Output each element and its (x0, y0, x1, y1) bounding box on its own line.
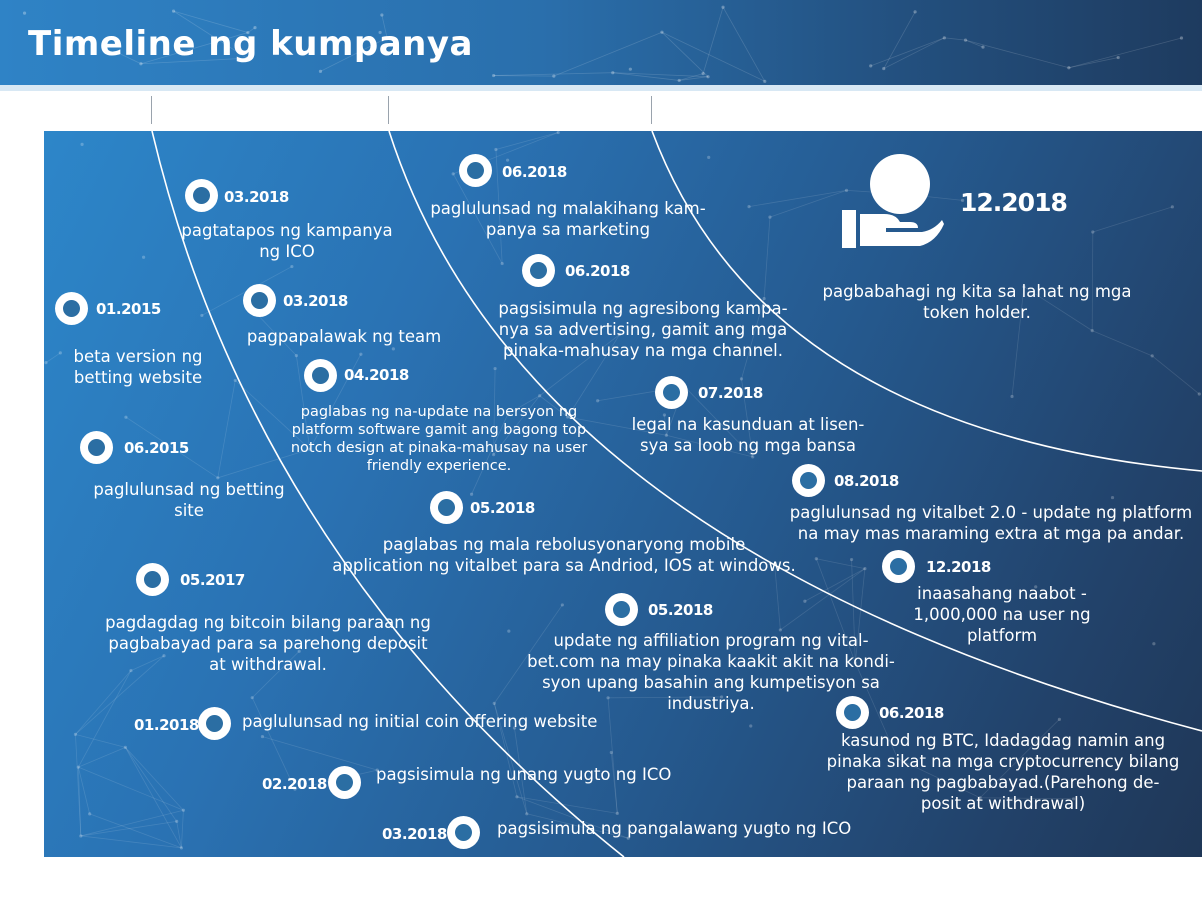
event-marker (459, 154, 492, 187)
event-description (376, 764, 671, 785)
event-description-line: paglulunsad ng betting (93, 480, 285, 499)
network-line (966, 40, 1069, 68)
network-line (1069, 38, 1182, 68)
event-date: 05.2018 (648, 601, 713, 619)
featured-description-line: pagbabahagi ng kita sa lahat ng mga (822, 282, 1132, 301)
event-date: 05.2017 (180, 571, 245, 589)
event-marker (243, 284, 276, 317)
network-line (662, 32, 708, 76)
network-node (319, 70, 322, 73)
event-marker (522, 254, 555, 287)
network-line (871, 38, 945, 66)
network-node (380, 13, 383, 16)
network-node (552, 75, 555, 78)
event-date: 01.2018 (134, 716, 199, 734)
event-description-line: at withdrawal. (209, 655, 327, 674)
event-description-line: bet.com na may pinaka kaakit akit na kondi- (527, 652, 895, 671)
event-description-line: paglabas ng na-update na bersyon ng (300, 404, 578, 420)
event-date: 04.2018 (344, 366, 409, 384)
network-line (554, 32, 662, 76)
network-node (702, 72, 705, 75)
event-date: 12.2018 (926, 558, 991, 576)
event-marker (430, 491, 463, 524)
event-description (827, 730, 1180, 814)
event-description (430, 198, 705, 240)
network-node (1117, 56, 1120, 59)
network-line (679, 77, 708, 81)
event-description (181, 220, 392, 262)
network-line (494, 76, 554, 77)
event-marker (80, 431, 113, 464)
event-description-line: posit at withdrawal) (920, 794, 1086, 813)
network-node (763, 80, 766, 83)
event-description-line: 1,000,000 na user ng (913, 605, 1091, 624)
event-description-line: industriya. (667, 694, 755, 713)
event-description-line: pagpapalawak ng team (246, 327, 442, 346)
event-description (913, 583, 1090, 646)
network-node (660, 31, 663, 34)
hand-holding-coin-icon (838, 152, 944, 250)
event-description-line: pagsisimula ng agresibong kampa- (498, 299, 788, 318)
featured-event-description (822, 281, 1131, 323)
event-description (291, 403, 587, 475)
network-line (944, 38, 965, 40)
network-line (966, 40, 983, 47)
event-description-line: panya sa marketing (485, 220, 651, 239)
event-description (498, 298, 787, 361)
event-description-line: pagbabayad para sa parehong deposit (108, 634, 428, 653)
event-description-line: friendly experience. (366, 458, 512, 474)
event-description-line: paglulunsad ng malakihang kam- (430, 199, 706, 218)
network-node (869, 64, 872, 67)
event-description (497, 818, 851, 839)
event-description (242, 711, 597, 732)
page-title: Timeline ng kumpanya (28, 24, 473, 64)
event-description-line: pagsisimula ng pangalawang yugto ng ICO (497, 819, 852, 838)
event-description-line: kasunod ng BTC, Idadagdag namin ang (840, 731, 1166, 750)
event-date: 01.2015 (96, 300, 161, 318)
event-description-line: notch design at pinaka-mahusay na user (290, 440, 588, 456)
event-description (93, 479, 284, 521)
event-date: 06.2018 (879, 704, 944, 722)
event-description-line: na may mas maraming extra at mga pa andar. (797, 524, 1185, 543)
column-tick (651, 96, 652, 124)
event-description (73, 346, 202, 388)
network-node (1067, 66, 1070, 69)
event-date: 08.2018 (834, 472, 899, 490)
network-line (884, 38, 945, 69)
event-description-line: paglulunsad ng initial coin offering website (242, 712, 598, 731)
event-description-line: nya sa advertising, gamit ang mga (498, 320, 788, 339)
network-node (629, 68, 632, 71)
event-description-line: paraan ng pagbabayad.(Parehong de- (846, 773, 1160, 792)
event-description-line: platform (966, 626, 1038, 645)
network-line (1069, 58, 1118, 68)
event-description-line: platform software gamit ang bagong top (291, 422, 587, 438)
network-line (703, 7, 723, 73)
featured-event-date: 12.2018 (960, 188, 1067, 217)
event-description-line: site (174, 501, 204, 520)
event-marker (792, 464, 825, 497)
event-description (790, 502, 1192, 544)
event-date: 06.2018 (502, 163, 567, 181)
network-node (1180, 36, 1183, 39)
event-date: 07.2018 (698, 384, 763, 402)
event-date: 03.2018 (382, 825, 447, 843)
network-line (723, 7, 765, 81)
event-description-line: pagdagdag ng bitcoin bilang paraan ng (105, 613, 431, 632)
event-marker (447, 816, 480, 849)
event-description-line: pagsisimula ng unang yugto ng ICO (376, 765, 672, 784)
event-marker (304, 359, 337, 392)
header-banner (0, 0, 1202, 85)
event-date: 05.2018 (470, 499, 535, 517)
event-marker (655, 376, 688, 409)
event-description (332, 534, 795, 576)
event-description-line: pinaka sikat na mga cryptocurrency bilang (826, 752, 1180, 771)
event-marker (605, 593, 638, 626)
event-description-line: syon upang basahin ang kumpetisyon sa (542, 673, 880, 692)
event-marker (882, 550, 915, 583)
event-date: 06.2015 (124, 439, 189, 457)
event-description-line: sya sa loob ng mga bansa (640, 436, 856, 455)
event-description-line: update ng affiliation program ng vital- (553, 631, 869, 650)
event-description-line: legal na kasunduan at lisen- (631, 415, 865, 434)
network-node (492, 74, 495, 77)
event-marker (136, 563, 169, 596)
featured-description-line: token holder. (923, 303, 1031, 322)
event-description (105, 612, 431, 675)
event-description-line: beta version ng (73, 347, 203, 366)
network-node (611, 71, 614, 74)
network-line (679, 74, 703, 81)
event-description (247, 326, 441, 347)
network-node (882, 67, 885, 70)
network-node (721, 6, 724, 9)
network-node (913, 10, 916, 13)
column-tick (151, 96, 152, 124)
event-date: 02.2018 (262, 775, 327, 793)
event-marker (55, 292, 88, 325)
network-node (23, 12, 26, 15)
event-description-line: betting website (73, 368, 203, 387)
network-node (678, 79, 681, 82)
network-node (981, 45, 984, 48)
network-node (706, 75, 709, 78)
network-node (943, 36, 946, 39)
event-date: 03.2018 (224, 188, 289, 206)
event-marker (328, 766, 361, 799)
event-description-line: ng ICO (259, 242, 315, 261)
event-description-line: application ng vitalbet para sa Andriod, IOS at windows. (332, 556, 796, 575)
event-description-line: inaasahang naabot - (917, 584, 1087, 603)
event-marker (185, 179, 218, 212)
header-divider (0, 85, 1202, 91)
event-date: 03.2018 (283, 292, 348, 310)
network-node (172, 10, 175, 13)
event-description-line: paglulunsad ng vitalbet 2.0 - update ng platform (789, 503, 1193, 522)
event-description-line: pinaka-mahusay na mga channel. (502, 341, 784, 360)
network-node (964, 39, 967, 42)
event-description (632, 414, 865, 456)
event-marker (836, 696, 869, 729)
network-line (884, 12, 915, 69)
event-date: 06.2018 (565, 262, 630, 280)
event-description-line: paglabas ng mala rebolusyonaryong mobile (382, 535, 746, 554)
event-description-line: pagtatapos ng kampanya (181, 221, 393, 240)
event-marker (198, 707, 231, 740)
column-tick (388, 96, 389, 124)
